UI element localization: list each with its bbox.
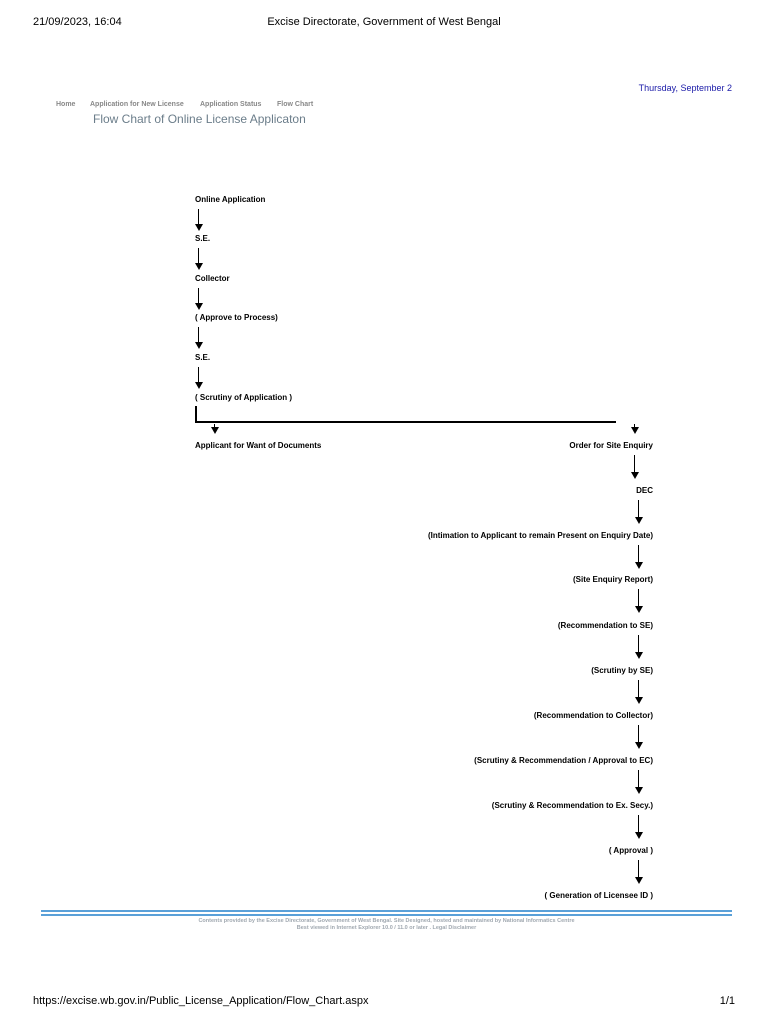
- down-arrow-icon: [635, 860, 643, 884]
- nav-flow-chart-link[interactable]: Flow Chart: [277, 101, 314, 108]
- flow-node-want-of-documents: Applicant for Want of Documents: [195, 441, 322, 450]
- split-connector-horizontal: [195, 421, 616, 423]
- down-arrow-icon: [635, 770, 643, 794]
- flow-node-order-site-enquiry: Order for Site Enquiry: [569, 441, 653, 450]
- flow-node-dec: DEC: [636, 486, 653, 495]
- flow-node-site-enquiry-report: (Site Enquiry Report): [572, 575, 653, 584]
- down-arrow-icon: [635, 545, 643, 569]
- down-arrow-icon: [195, 209, 203, 231]
- flow-node-recommendation-to-se: (Recommendation to SE): [557, 621, 653, 630]
- date-display: Thursday, September 2: [638, 83, 732, 93]
- flow-node-generation-licensee-id: ( Generation of Licensee ID ): [544, 891, 653, 900]
- footer-credits: Contents provided by the Excise Directorate, Government of West Bengal. Site Designed, hosted and maintained by National Informatics Centre: [198, 918, 575, 924]
- down-arrow-icon: [635, 680, 643, 704]
- flow-node-se-2: S.E.: [195, 353, 211, 362]
- flow-node-approval: ( Approval ): [608, 846, 653, 855]
- print-url: https://excise.wb.gov.in/Public_License_Application/Flow_Chart.aspx: [33, 995, 369, 1007]
- flow-node-approval-to-ec: (Scrutiny & Recommendation / Approval to EC): [474, 756, 653, 765]
- flow-node-scrutiny-by-se: (Scrutiny by SE): [591, 666, 653, 675]
- nav-application-status-link[interactable]: Application Status: [200, 101, 262, 108]
- flow-node-recommendation-ex-secy: (Scrutiny & Recommendation to Ex. Secy.): [491, 801, 653, 810]
- nav-new-license-link[interactable]: Application for New License: [90, 101, 184, 108]
- print-page-number: 1/1: [719, 995, 735, 1007]
- down-arrow-icon: [631, 424, 639, 434]
- down-arrow-icon: [195, 248, 203, 270]
- down-arrow-icon: [211, 424, 219, 434]
- flow-node-approve-to-process: ( Approve to Process): [195, 313, 278, 322]
- flow-node-intimation: (Intimation to Applicant to remain Present on Enquiry Date): [427, 531, 653, 540]
- page-subtitle: Flow Chart of Online License Applicaton: [93, 112, 306, 126]
- print-datetime: 21/09/2023, 16:04: [33, 16, 122, 28]
- down-arrow-icon: [195, 327, 203, 349]
- down-arrow-icon: [195, 288, 203, 310]
- down-arrow-icon: [635, 815, 643, 839]
- nav-home-link[interactable]: Home: [56, 101, 76, 108]
- flow-node-recommendation-to-collector: (Recommendation to Collector): [533, 711, 653, 720]
- print-title: Excise Directorate, Government of West Bengal: [267, 16, 501, 28]
- down-arrow-icon: [631, 455, 639, 479]
- footer-divider-bottom: [41, 914, 732, 916]
- footer-divider-top: [41, 910, 732, 912]
- flow-node-collector: Collector: [195, 274, 230, 283]
- down-arrow-icon: [635, 500, 643, 524]
- down-arrow-icon: [195, 367, 203, 389]
- flow-node-se-1: S.E.: [195, 234, 211, 243]
- down-arrow-icon: [635, 725, 643, 749]
- footer-browser-note[interactable]: Best viewed in Internet Explorer 10.0 / 11.0 or later . Legal Disclaimer: [296, 925, 477, 931]
- flow-node-scrutiny-of-application: ( Scrutiny of Application ): [195, 393, 293, 402]
- down-arrow-icon: [635, 589, 643, 613]
- flow-node-online-application: Online Application: [195, 195, 266, 204]
- down-arrow-icon: [635, 635, 643, 659]
